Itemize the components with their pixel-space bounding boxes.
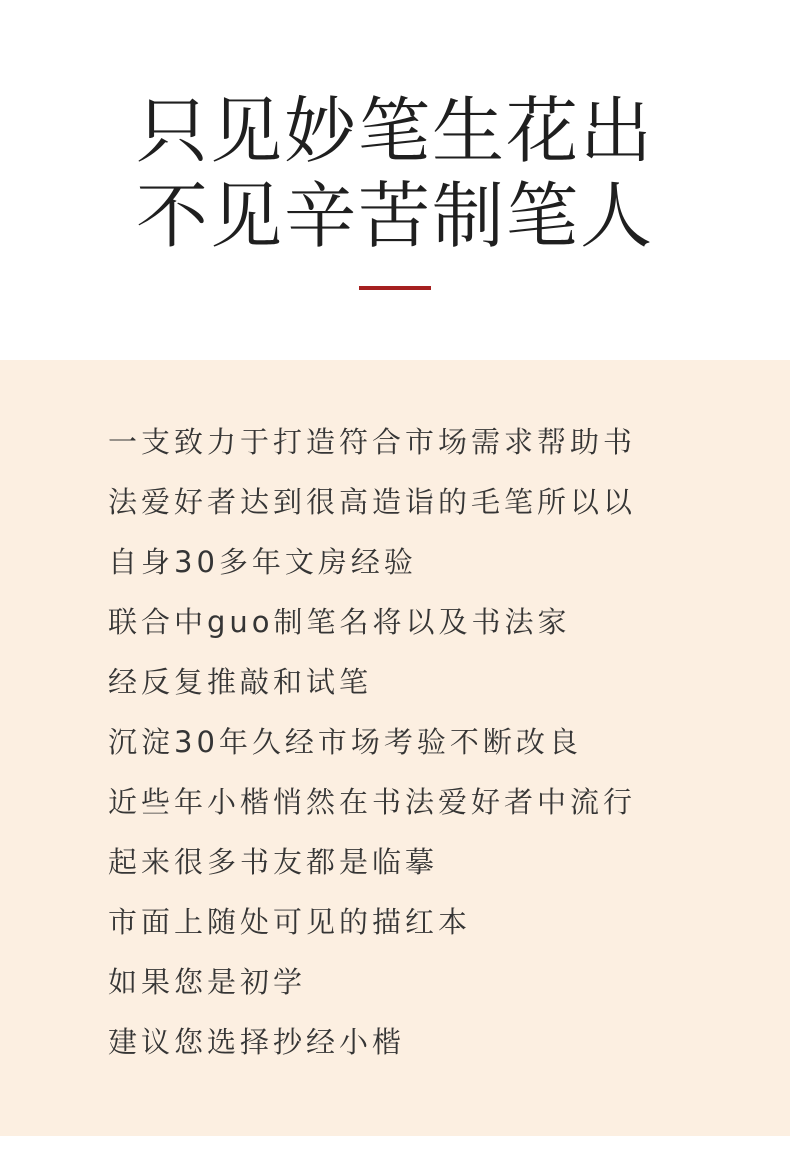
page-title-line-2: 不见辛苦制笔人 bbox=[135, 174, 654, 258]
description-line: 近些年小楷悄然在书法爱好者中流行 bbox=[108, 785, 637, 819]
page-title-line-1: 只见妙笔生花出 bbox=[135, 89, 654, 173]
description-text bbox=[108, 418, 636, 1078]
description-line: 市面上随处可见的描红本 bbox=[108, 905, 472, 939]
bottom-margin bbox=[0, 1136, 790, 1156]
description-line: 自身30多年文房经验 bbox=[108, 545, 417, 579]
title-divider bbox=[359, 286, 431, 290]
description-line: 经反复推敲和试笔 bbox=[108, 665, 373, 699]
header-section bbox=[0, 0, 790, 360]
description-line: 法爱好者达到很高造诣的毛笔所以以 bbox=[108, 485, 637, 519]
description-section bbox=[0, 360, 790, 1136]
description-line: 一支致力于打造符合市场需求帮助书 bbox=[108, 425, 637, 459]
description-line: 起来很多书友都是临摹 bbox=[108, 845, 439, 879]
description-line: 联合中guo制笔名将以及书法家 bbox=[108, 605, 571, 639]
description-line: 建议您选择抄经小楷 bbox=[108, 1025, 406, 1059]
description-line: 如果您是初学 bbox=[108, 965, 307, 999]
description-line: 沉淀30年久经市场考验不断改良 bbox=[108, 725, 582, 759]
